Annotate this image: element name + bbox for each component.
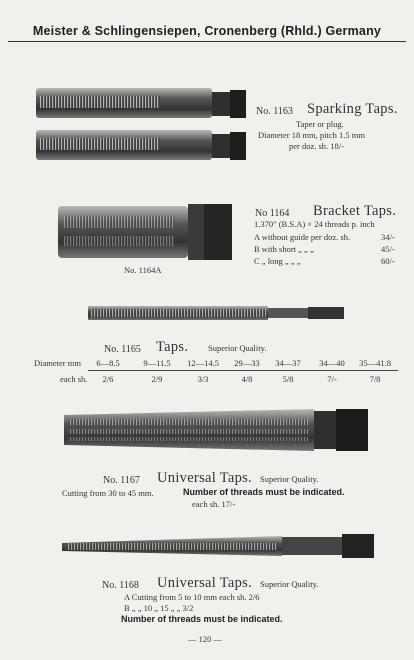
- table-cell-price: 2/9: [151, 374, 163, 384]
- bracket-row-c-price: 60/-: [381, 256, 395, 266]
- universal1168-row-a: A Cutting from 5 to 10 mm each sh. 2/6: [124, 592, 260, 602]
- item-title-sparking-taps: Sparking Taps.: [307, 101, 398, 117]
- table-cell-diameter: 9—11.5: [143, 358, 171, 368]
- page-header: Meister & Schlingensiepen, Cronenberg (Rhld.) Germany: [32, 24, 382, 38]
- universal1168-threads-note: Number of threads must be indicated.: [121, 614, 283, 624]
- bracket-caption: No. 1164A: [124, 265, 162, 275]
- item-title-universal-taps-1167: Universal Taps.: [157, 470, 253, 486]
- table-cell-price: 7/8: [369, 374, 381, 384]
- sparking-line-1: Taper or plug.: [296, 119, 344, 129]
- table-row-label-diameter: Diameter mm: [34, 358, 81, 368]
- table-cell-diameter: 29—33: [234, 358, 260, 368]
- table-cell-price: 3/3: [197, 374, 209, 384]
- universal1167-price: each sh. 17/-: [192, 499, 236, 509]
- sparking-line-3: per doz. sh. 18/-: [289, 141, 345, 151]
- item-title-bracket-taps: Bracket Taps.: [313, 203, 397, 219]
- sparking-tap-illustration: [34, 84, 254, 168]
- bracket-spec: 1.370" (B.S.A) × 24 threads p. inch: [254, 219, 375, 229]
- bracket-row-b-price: 45/-: [381, 244, 395, 254]
- page-number: — 120 —: [188, 634, 222, 644]
- universal1167-cutting: Cutting from 30 to 45 mm.: [62, 488, 154, 498]
- item-number-1168: No. 1168: [102, 580, 139, 591]
- table-cell-price: 2/6: [102, 374, 114, 384]
- universal-tap-1167-illustration: [64, 405, 374, 455]
- bracket-tap-illustration: [58, 202, 238, 262]
- table-cell-diameter: 6—8.5: [96, 358, 120, 368]
- table-cell-price: 4/8: [241, 374, 253, 384]
- table-cell-diameter: 12—14.5: [187, 358, 219, 368]
- item-number-1164: No 1164: [255, 208, 290, 219]
- item-number-1163: No. 1163: [256, 106, 293, 117]
- sparking-line-2: Diameter 18 mm, pitch 1.5 mm: [258, 130, 365, 140]
- table-cell-price: 5/8: [282, 374, 294, 384]
- table-rule: [88, 370, 398, 371]
- tap-1165-illustration: [88, 300, 348, 326]
- item-title-taps: Taps.: [156, 339, 189, 355]
- item-number-1165: No. 1165: [104, 344, 141, 355]
- table-cell-diameter: 34—40: [319, 358, 345, 368]
- bracket-row-b-label: B with short „ „ „: [254, 244, 314, 254]
- taps1165-quality: Superior Quality.: [208, 343, 267, 353]
- universal1167-quality: Superior Quality.: [260, 474, 319, 484]
- item-title-universal-taps-1168: Universal Taps.: [157, 575, 253, 591]
- table-row-label-each: each sh.: [60, 374, 88, 384]
- item-number-1167: No. 1167: [103, 475, 140, 486]
- bracket-row-a-price: 34/-: [381, 232, 395, 242]
- bracket-row-a-label: A without guide per doz. sh.: [254, 232, 351, 242]
- bracket-row-c-label: C „ long „ „ „: [254, 256, 301, 266]
- universal1168-quality: Superior Quality.: [260, 579, 319, 589]
- universal1168-row-b: B „ „ 10 „ 15 „ „ 3/2: [124, 603, 194, 613]
- universal1167-threads-note: Number of threads must be indicated.: [183, 487, 345, 497]
- table-cell-diameter: 34—37: [275, 358, 301, 368]
- table-cell-price: 7/-: [327, 374, 337, 384]
- universal-tap-1168-illustration: [62, 531, 382, 563]
- header-rule: [8, 41, 406, 42]
- table-cell-diameter: 35—41.8: [359, 358, 391, 368]
